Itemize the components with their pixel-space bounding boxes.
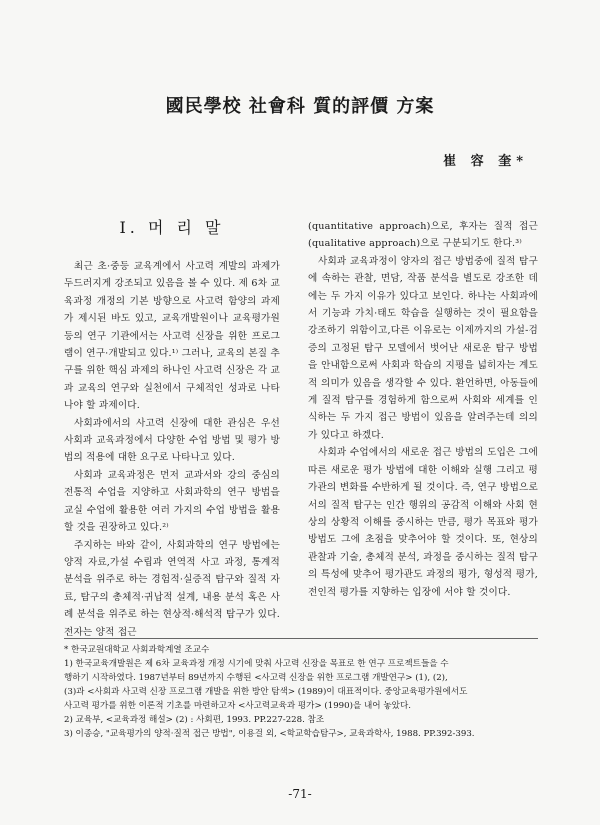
section-heading: I. 머 리 말 (119, 218, 225, 237)
paragraph: 사회과 수업에서의 새로운 접근 방법의 도입은 그에 따른 새로운 평가 방법에 대한 이해와 실행 그리고 평가관의 변화를 수반하게 될 것이다. 즉, 연구 방법으로서의 질적 탐구는 인간 행위의 공감적 이해와 사회 현상의 상황적 이해를 중시하는 만큼, 평가 목표와 평가 방법도 그에 초점을 맞추어야 할 것이다. 또, 현상의 관찰과 기술, 총체적 분석, 과정을 중시하는 질적 탐구의 특성에 맞추어 평가관도 과정의 평가, 형성적 평가, 전인적 평가를 지향하는 입장에 서야 할 것이다. (308, 447, 538, 598)
footnote-line: 2) 교육부, <교육과정 해설> (2) : 사회편, 1993. PP.227-228. 참조 (64, 715, 325, 725)
left-column (64, 258, 280, 641)
footnotes (64, 643, 544, 741)
footnote-line: (3)과 <사회과 사고력 신장 프로그램 개발을 위한 방안 탐색> (1989)이 대표적이다. 중앙교육평가원에서도 (64, 687, 468, 697)
paragraph: (quantitative approach)으로, 후자는 질적 접근(qualitative approach)으로 구분되기도 한다.³⁾ (308, 221, 538, 250)
paragraph: 사회과 교육과정은 먼저 교과서와 강의 중심의 전통적 수업을 지양하고 사회과학의 연구 방법을 교실 수업에 활용한 여러 가지의 수업 방법을 활용할 것을 권장하고 있다.²⁾ (64, 469, 280, 534)
paragraph: 사회과 교육과정이 양자의 접근 방법중에 질적 탐구에 속하는 관찰, 면담, 작품 분석을 별도로 강조한 데에는 두 가지 이유가 있다고 보인다. 하나는 사회과에서 기능과 가치·태도 학습을 실행하는 것이 필요함을 강조하기 위함이고,다른 이유로는 이제까지의 가설-검증의 고정된 탐구 모델에서 벗어난 새로운 탐구 방법을 안내함으로써 사회과 학습의 지평을 넓히자는 계도적 의미가 있음을 생각할 수 있다. 환언하면, 아동들에게 질적 탐구를 경험하게 함으로써 사회와 세계를 인식하는 두 가지 접근 방법이 있음을 알려주는데 의의가 있다고 하겠다. (308, 255, 538, 441)
footnote-line: * 한국교원대학교 사회과학계열 조교수 (64, 645, 210, 655)
paper-title: 國民學校 社會科 質的評價 方案 (165, 96, 435, 117)
paragraph: 최근 초·중등 교육계에서 사고력 계발의 과제가 두드러지게 강조되고 있음을 볼 수 있다. 제 6차 교육과정 개정의 기본 방향으로 사고력 함양의 과제가 제시된 바도 있고, 교육개발원이나 교육평가원 등의 연구 기관에서는 사고력 신장을 위한 프로그램이 연구·개발되고 있다.¹⁾ 그러나, 교육의 본질 추구를 위한 핵심 과제의 하나인 사고력 신장은 각 교과 교육의 연구와 실천에서 구체적인 성과로 나타나야 할 과제이다. (64, 261, 280, 412)
paragraph: 주지하는 바와 같이, 사회과학의 연구 방법에는 양적 자료,가설 수립과 연역적 사고 과정, 통계적 분석을 위주로 하는 경험적·실증적 탐구와 질적 자료, 탐구의 총체적·귀납적 설계, 내용 분석 혹은 사례 분석을 위주로 하는 현상적·해석적 탐구가 있다. 전자는 양적 접근 (64, 539, 280, 638)
footnote-line: 사고력 평가를 위한 이론적 기초를 마련하고자 <사고력교육과 평가> (1990)을 내어 놓았다. (64, 701, 411, 711)
page-number: -71- (288, 787, 312, 801)
footnote-line: 행하기 시작하였다. 1987년부터 89년까지 수행된 <사고력 신장을 위한 프로그램 개발연구> (1), (2), (64, 673, 448, 683)
footnote-rule (64, 638, 538, 639)
paragraph: 사회과에서의 사고력 신장에 대한 관심은 우선 사회과 교육과정에서 다양한 수업 방법 및 평가 방법의 적용에 대한 요구로 나타나고 있다. (64, 417, 280, 464)
footnote-line: 1) 한국교육개발원은 제 6차 교육과정 개정 시기에 맞춰 사고력 신장을 목표로 한 연구 프로젝트들을 수 (64, 659, 449, 669)
author-name: 崔 容 奎* (443, 154, 528, 169)
right-column (308, 218, 538, 601)
footnote-line: 3) 이종승, "교육평가의 양적·질적 접근 방법", 이용걸 외, <학교학습탐구>, 교육과학사, 1988. PP.392-393. (64, 729, 475, 739)
